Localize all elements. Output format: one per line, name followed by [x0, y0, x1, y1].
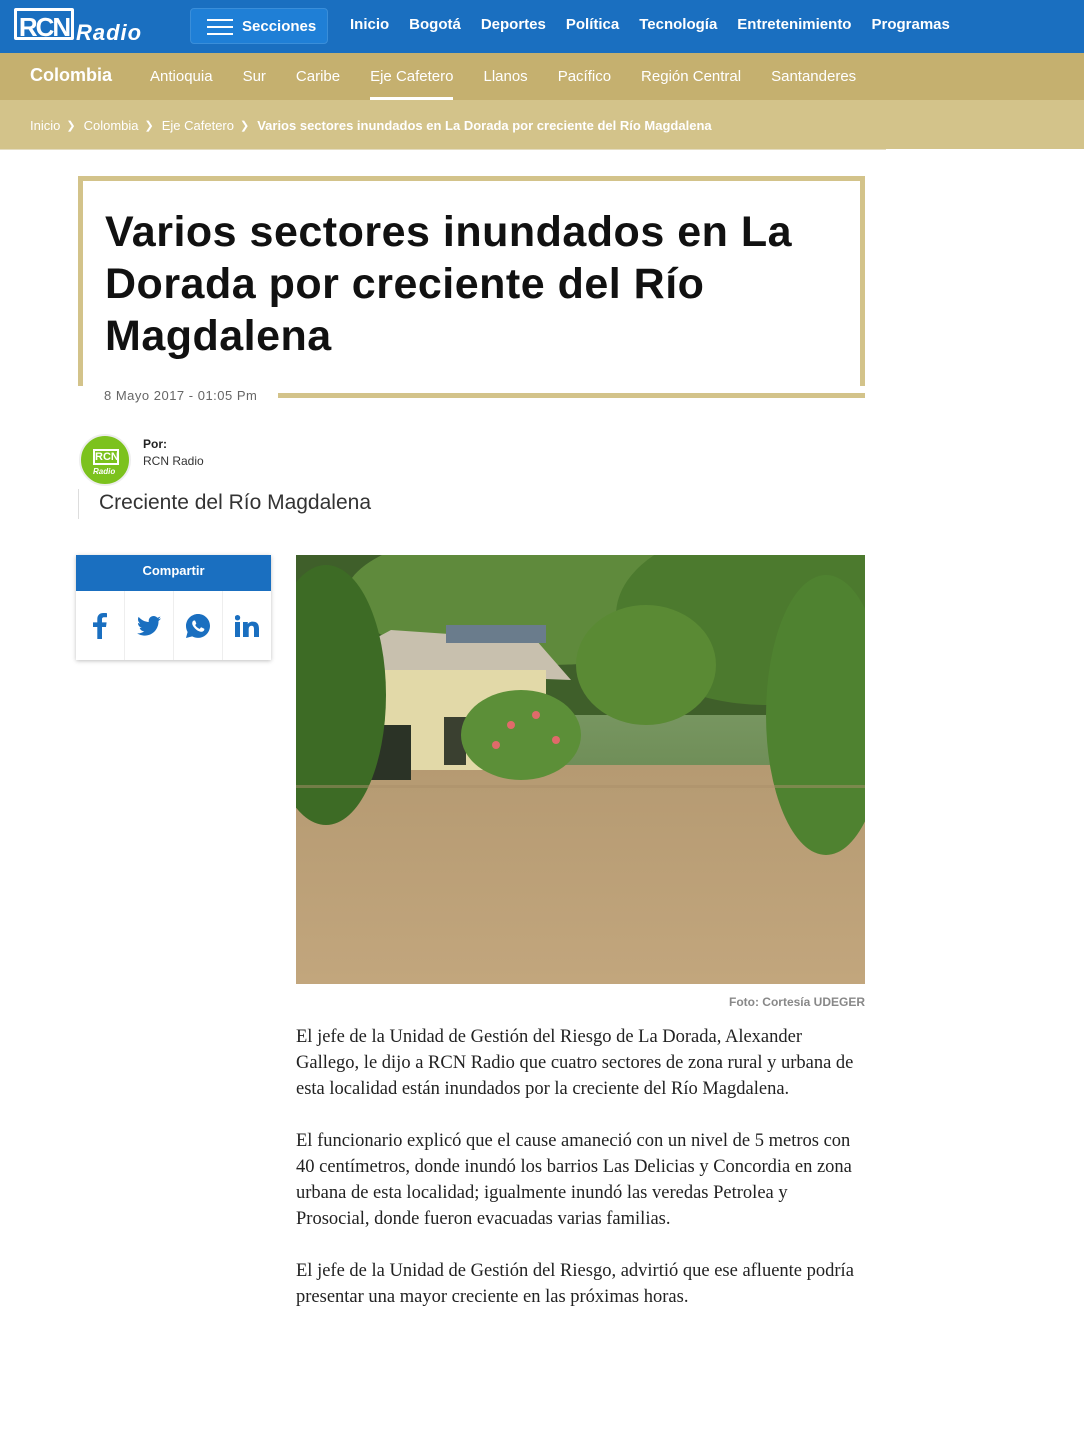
region-item-caribe[interactable]: Caribe — [295, 68, 341, 85]
whatsapp-icon[interactable] — [174, 591, 223, 660]
divider — [78, 489, 79, 519]
author-name[interactable]: RCN Radio — [143, 454, 204, 468]
share-icons — [76, 591, 271, 660]
nav-item-deportes[interactable]: Deportes — [480, 16, 546, 33]
chevron-right-icon: ❯ — [66, 120, 76, 132]
twitter-icon[interactable] — [125, 591, 174, 660]
region-item-llanos[interactable]: Llanos — [483, 68, 528, 85]
avatar-logo-text: RCN — [95, 451, 119, 463]
hamburger-icon — [207, 19, 233, 35]
breadcrumb-item-colombia[interactable]: Colombia — [83, 118, 139, 133]
main-nav — [340, 16, 960, 33]
nav-item-programas[interactable]: Programas — [871, 16, 950, 33]
nav-item-bogota[interactable]: Bogotá — [409, 16, 461, 33]
article-title: Varios sectores inundados en La Dorada por creciente del Río Magdalena — [105, 208, 792, 360]
article-title-box — [78, 176, 865, 400]
article-photo — [296, 555, 865, 984]
article-paragraph: El jefe de la Unidad de Gestión del Riesgo de La Dorada, Alexander Gallego, le dijo a RCN Radio que cuatro sectores de zona rural y urbana de esta localidad están inundados por la creciente del Río Magdalena. — [296, 1027, 854, 1099]
share-box — [76, 555, 271, 660]
article-subtitle: Creciente del Río Magdalena — [99, 491, 371, 514]
divider — [0, 149, 886, 150]
nav-item-inicio[interactable]: Inicio — [350, 16, 390, 33]
article-date: 8 Mayo 2017 - 01:05 Pm — [104, 388, 258, 403]
share-label: Compartir — [76, 555, 271, 591]
linkedin-icon[interactable] — [223, 591, 271, 660]
region-item-sur[interactable]: Sur — [242, 68, 266, 85]
chevron-right-icon: ❯ — [239, 120, 250, 132]
region-item-region-central[interactable]: Región Central — [641, 68, 742, 85]
region-item-antioquia[interactable]: Antioquia — [150, 68, 213, 85]
byline-label: Por: — [143, 437, 167, 451]
facebook-icon[interactable] — [76, 591, 125, 660]
breadcrumb-bar — [0, 100, 1084, 149]
radio-logo-word: Radio — [76, 20, 143, 45]
article-paragraph: El funcionario explicó que el cause amaneció con un nivel de 5 metros con 40 centímetros, donde inundó los barrios Las Delicias y Concordia en zona urbana de esta localidad; igualmente inundó las veredas Petrolea y Prosocial, donde fueron evacuadas varias familias. — [296, 1131, 852, 1229]
region-item-pacifico[interactable]: Pacífico — [557, 68, 612, 85]
breadcrumb-current: Varios sectores inundados en La Dorada por creciente del Río Magdalena — [257, 118, 712, 133]
nav-item-politica[interactable]: Política — [565, 16, 620, 33]
article-date-row — [78, 386, 865, 406]
chevron-right-icon: ❯ — [144, 120, 154, 132]
region-item-eje-cafetero[interactable]: Eje Cafetero — [370, 68, 454, 85]
rcn-logo-mark: RCN — [14, 8, 74, 40]
secciones-menu-button[interactable] — [190, 8, 328, 44]
region-nav — [150, 68, 886, 85]
divider — [278, 393, 865, 398]
breadcrumb — [30, 118, 712, 133]
author-avatar[interactable] — [79, 434, 131, 486]
rcn-radio-logo[interactable] — [14, 6, 169, 46]
top-navigation-bar — [0, 0, 1084, 53]
article-body — [296, 1024, 862, 1336]
nav-item-tecnologia[interactable]: Tecnología — [639, 16, 718, 33]
secciones-label: Secciones — [242, 18, 317, 35]
region-navigation-bar — [0, 53, 1084, 100]
photo-credit: Foto: Cortesía UDEGER — [728, 995, 865, 1009]
breadcrumb-item-inicio[interactable]: Inicio — [30, 118, 61, 133]
article-paragraph: El jefe de la Unidad de Gestión del Riesgo, advirtió que ese afluente podría presentar una mayor creciente en las próximas horas. — [296, 1261, 854, 1307]
avatar-logo-sub: Radio — [93, 467, 116, 476]
region-item-santanderes[interactable]: Santanderes — [771, 68, 857, 85]
region-title[interactable]: Colombia — [30, 65, 113, 85]
breadcrumb-item-eje-cafetero[interactable]: Eje Cafetero — [161, 118, 234, 133]
nav-item-entretenimiento[interactable]: Entretenimiento — [737, 16, 852, 33]
